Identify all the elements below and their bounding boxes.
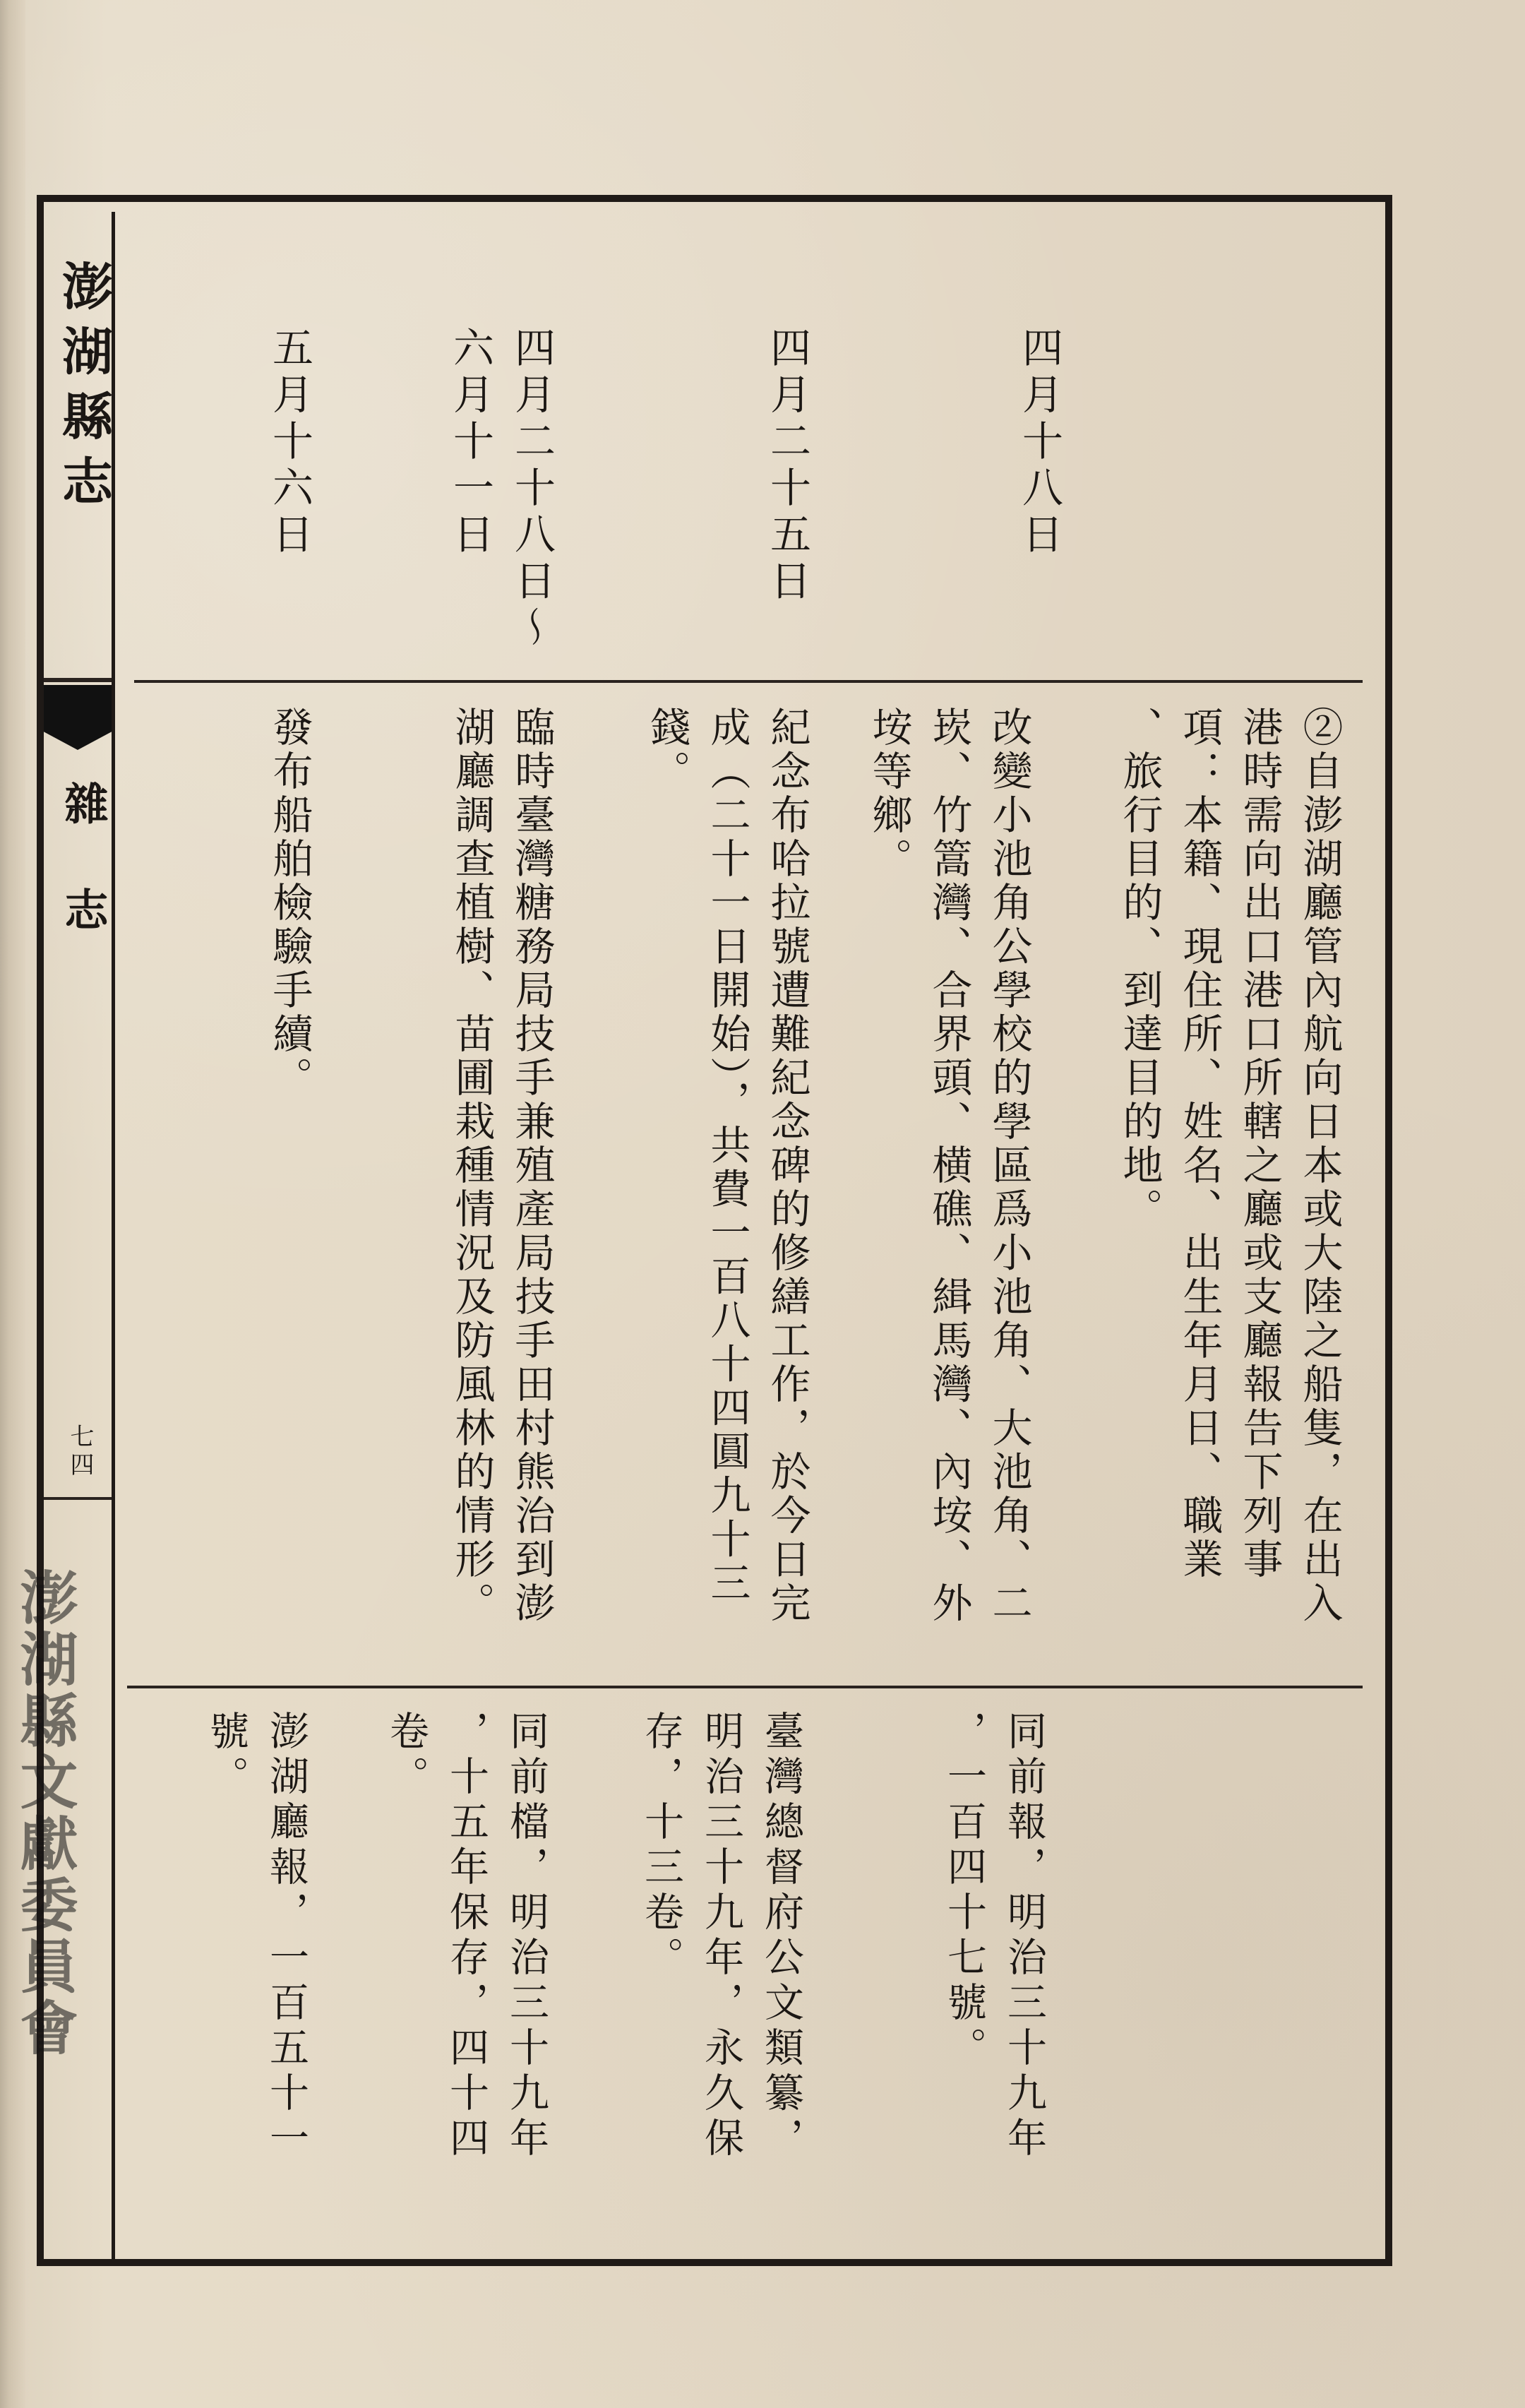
event-line: 紀念布哈拉號遭難紀念碑的修繕工作，於今日完 xyxy=(764,706,811,1626)
source-line: 卷。 xyxy=(383,1710,429,1801)
page-number: 七四 xyxy=(66,1424,94,1480)
event-line: 、旅行目的、到達目的地。 xyxy=(1116,706,1163,1232)
source-line: 明治三十九年，永久保 xyxy=(698,1710,744,2162)
event-line: 成（二十一日開始），共費一百八十四圓九十三 xyxy=(704,706,750,1606)
event-line: 發布船舶檢驗手續。 xyxy=(266,706,313,1100)
source-line: 臺灣總督府公文類纂， xyxy=(758,1710,804,2162)
margin-divider-bottom xyxy=(44,1497,112,1500)
event-line: 港時需向出口港口所轄之廳或支廳報告下列事 xyxy=(1236,706,1283,1582)
date-entry: 五月十六日 xyxy=(265,326,313,559)
publisher-stamp: 澎湖縣文獻委員會 xyxy=(11,1568,78,2059)
event-line: 項：本籍、現住所、姓名、出生年月日、職業 xyxy=(1176,706,1223,1582)
source-line: 澎湖廳報，一百五十一 xyxy=(263,1710,309,2162)
event-line: 改變小池角公學校的學區爲小池角、大池角、二 xyxy=(986,706,1032,1626)
event-line: 崁、竹篙灣、合界頭、横礁、緝馬灣、內垵、外 xyxy=(926,706,972,1626)
section-title: 雜志 xyxy=(57,781,109,993)
source-line: 存，十三卷。 xyxy=(638,1710,684,1981)
event-source-divider xyxy=(127,1686,1363,1688)
source-line: 同前報，明治三十九年 xyxy=(1001,1710,1047,2162)
date-entry: 四月二十五日 xyxy=(763,326,811,606)
event-line: 垵等鄉。 xyxy=(866,706,912,881)
event-line: 錢。 xyxy=(644,706,690,794)
source-line: ，一百四十七號。 xyxy=(941,1710,987,2072)
date-entry: 四月二十八日～ xyxy=(508,326,556,652)
event-line: 臨時臺灣糖務局技手兼殖產局技手田村熊治到澎 xyxy=(508,706,555,1626)
event-line: 湖廳調查植樹、苗圃栽種情況及防風林的情形。 xyxy=(448,706,495,1626)
date-event-divider xyxy=(134,680,1363,683)
margin-divider-top xyxy=(44,678,112,682)
date-entry: 四月十八日 xyxy=(1015,326,1063,559)
date-entry: 六月十一日 xyxy=(446,326,494,559)
event-line: ②自澎湖廳管內航向日本或大陸之船隻，在出入 xyxy=(1296,706,1343,1626)
source-line: 號。 xyxy=(203,1710,249,1801)
book-title: 澎湖縣志 xyxy=(54,260,114,520)
source-line: 同前檔，明治三十九年 xyxy=(503,1710,549,2162)
source-line: ，十五年保存，四十四 xyxy=(443,1710,489,2162)
